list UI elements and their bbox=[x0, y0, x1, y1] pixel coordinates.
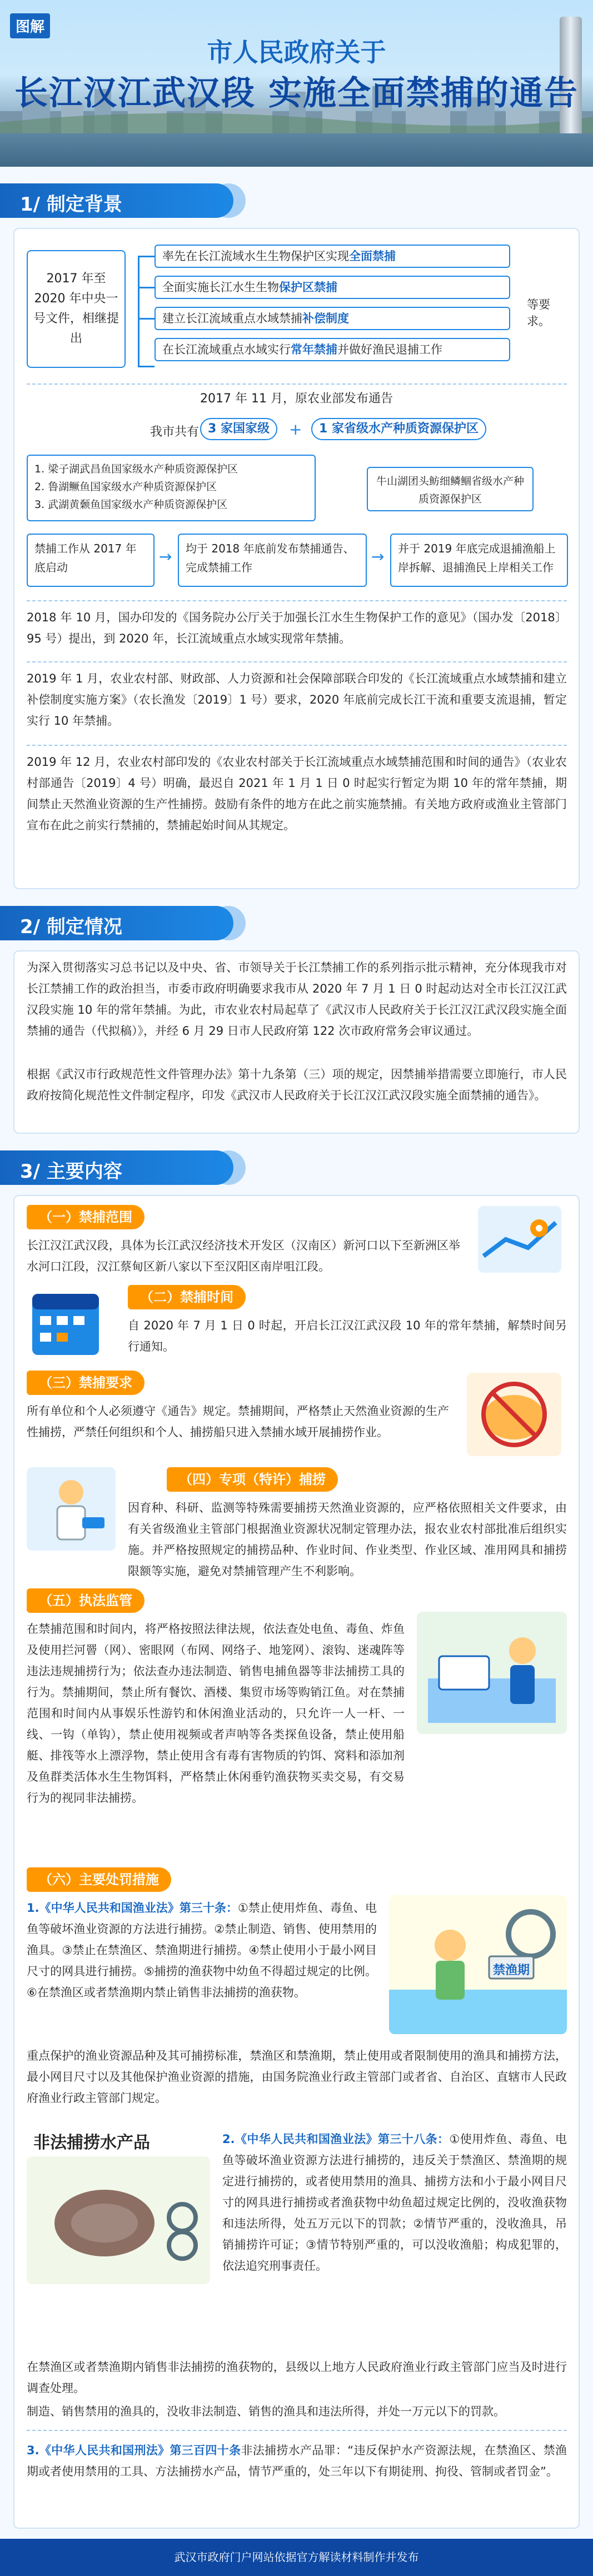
background-para-2019-1: 2019 年 1 月，农业农村部、财政部、人力资源和社会保障部联合印发的《长江流域重点水域禁捕和建立补偿制度实施方案》（农长渔发〔2019〕1 号）要求，2020 年底前完成长江干流和重要支流退捕，暂定实行 10 年禁捕。 bbox=[27, 672, 567, 728]
section-2-header: 2/ 制定情况 bbox=[0, 906, 233, 940]
notice-label: 2017 年 11 月，原农业部发布通告 bbox=[200, 392, 393, 406]
subsection-scope-text: 长江汉江武汉段，具体为长江武汉经济技术开发区（汉南区）新河口以下至新洲区举水河口江段，汉江蔡甸区新八家以下至汉阳区南岸咀江段。 bbox=[27, 1239, 460, 1273]
requirement-item: 率先在长江流域水生生物保护区实现全面禁捕 bbox=[155, 245, 510, 268]
map-icon bbox=[478, 1206, 561, 1273]
title-line-1: 市人民政府关于 bbox=[207, 37, 386, 67]
requirement-item: 建立长江流域重点水域禁捕补偿制度 bbox=[155, 307, 510, 330]
illegal-product-label: 非法捕捞水产品 bbox=[33, 2133, 150, 2153]
arrow-right-icon: → bbox=[159, 547, 172, 566]
page-title: 长江汉江武汉段 实施全面禁捕的通告 bbox=[14, 74, 579, 113]
drafting-para-1: 为深入贯彻落实习总书记以及中央、省、市领导关于长江禁捕工作的系列指示批示精神，充分体现我市对长江禁捕工作的政治担当，市委市政府明确要求我市从 2020 年 7 月 1 日 0 时起动达对全市长江汉江武汉段实施 10 年的常年禁捕。为此，市农业农村局起草了《武汉市人民政府关于长江汉江武汉段实施全面禁捕的通告（代拟稿）》，并经 6 月 29 日市人民政府第 122 次市政府常务会审议通过。 bbox=[27, 961, 567, 1038]
fishing-ban-illustration bbox=[389, 1895, 567, 2034]
law-1-more: 重点保护的渔业资源品种及其可捕捞标准，禁渔区和禁渔期，禁止使用或者限制使用的渔具和捕捞方法，最小网目尺寸以及其他保护渔业资源的措施，由国务院渔业行政主管部门或者省、自治区、直辖市人民政府渔业行政主管部门规定。 bbox=[27, 2049, 567, 2105]
document-requirements bbox=[27, 245, 571, 381]
calendar-icon bbox=[27, 1283, 104, 1361]
national-reserves-pill: 3 家国家级 bbox=[200, 418, 277, 440]
no-fishing-icon bbox=[467, 1373, 561, 1456]
year-box: 2017 年至 2020 年中央一号文件，相继提出 bbox=[27, 250, 126, 368]
background-para-2018: 2018 年 10 月，国办印发的《国务院办公厅关于加强长江水生生物保护工作的意见》（国办发〔2018〕95 号）提出，到 2020 年，长江流域重点水域实现常年禁捕。 bbox=[27, 611, 567, 645]
subsection-enforcement-title: （五）执法监管 bbox=[27, 1588, 144, 1613]
flow-step-1: 禁捕工作从 2017 年底启动 bbox=[27, 534, 155, 587]
requirement-item: 在长江流域重点水域实行常年禁捕并做好渔民退捕工作 bbox=[155, 338, 510, 361]
ban-sign-text: 禁渔期 bbox=[493, 1964, 530, 1977]
background-para-2019-12: 2019 年 12 月，农业农村部印发的《农业农村部关于长江流域重点水域禁捕范围和时间的通告》（农业农村部通告〔2019〕4 号）明确，最迟自 2021 年 1 月 1 日 0 时起实行暂定为期 10 年的常年禁捕，期间禁止天然渔业资源的生产性捕捞。鼓励有条件的地方在此之前实施禁捕。有关地方政府或渔业主管部门宣布在此之前实行禁捕的，禁捕起始时间从其规定。 bbox=[27, 755, 567, 832]
requirements-etc: 等要求。 bbox=[527, 298, 550, 328]
subsection-scope-title: （一）禁捕范围 bbox=[27, 1205, 144, 1229]
subsection-requirements-text: 所有单位和个人必须遵守《通告》规定。禁捕期间，严格禁止天然渔业资源的生产性捕捞，严禁任何组织和个人、捕捞船只进入禁捕水域开展捕捞作业。 bbox=[27, 1404, 449, 1439]
flow-step-2: 均于 2018 年底前发布禁捕通告、完成禁捕工作 bbox=[178, 534, 367, 587]
subsection-special-title: （四）专项（特许）捕捞 bbox=[167, 1467, 338, 1492]
law-2-more: 在禁渔区或者禁渔期内销售非法捕捞的渔获物的，县级以上地方人民政府渔业行政主管部门应当及时进行调查处理。 bbox=[27, 2360, 567, 2395]
enforcement-illustration bbox=[417, 1612, 567, 1734]
river-illustration bbox=[0, 133, 593, 167]
national-reserve-list: 1. 梁子湖武昌鱼国家级水产种质资源保护区 2. 鲁湖鳜鱼国家级水产种质资源保护区 3. 武湖黄颡鱼国家级水产种质资源保护区 bbox=[27, 455, 316, 521]
researcher-illustration bbox=[27, 1467, 116, 1551]
handcuffed-fish-illustration bbox=[27, 2156, 210, 2284]
law-2-more-2: 制造、销售禁用的渔具的，没收非法制造、销售的渔具和违法所得，并处一万元以下的罚款。 bbox=[27, 2405, 505, 2418]
law-3: 3.《中华人民共和国刑法》第三百四十条非法捕捞水产品罪：“违反保护水产资源法规，在禁渔区、禁渔期或者使用禁用的工具、方法捕捞水产品，情节严重的，处三年以下有期徒刑、拘役、管制或者罚金”。 bbox=[27, 2444, 567, 2478]
subsection-penalties-title: （六）主要处罚措施 bbox=[27, 1867, 171, 1892]
section-3-header: 3/ 主要内容 bbox=[0, 1150, 233, 1185]
law-2: 2.《中华人民共和国渔业法》第三十八条：①使用炸鱼、毒鱼、电鱼等破坏渔业资源方法进行捕捞的，违反关于禁渔区、禁渔期的规定进行捕捞的，或者使用禁用的渔具、捕捞方法和小于最小网目尺寸的网具进行捕捞或者渔获物中幼鱼超过规定比例的，没收渔获物和违法所得，处五万元以下的罚款；②情节严重的，没收渔具，吊销捕捞许可证；③情节特别严重的，可以没收渔船；构成犯罪的，依法追究刑事责任。 bbox=[222, 2132, 567, 2273]
requirement-item: 全面实施长江水生生物保护区禁捕 bbox=[155, 276, 510, 299]
subsection-enforcement-text: 在禁捕范围和时间内，将严格按照法律法规，依法查处电鱼、毒鱼、炸鱼及使用拦河罾（网）、密眼网（布网、网络子、地笼网）、滚钩、迷魂阵等违法违规捕捞行为；依法查办违法制造、销售电捕鱼器等非法捕捞工具的行为。禁捕期间，禁止所有餐饮、酒楼、集贸市场等购销江鱼。对在禁捕范围和时间内从事娱乐性游钓和休闲渔业活动的，只允许一人一杆、一线、一钩（单钩），禁止使用视频或者声呐等各类探鱼设备，禁止使用船艇、排筏等水上漂浮物，禁止使用含有毒有害物质的钓饵、窝料和添加剂及鱼群类活体水生生物饵料，严格禁止休闲垂钓渔获物买卖交易，有交易行为的视同非法捕捞。 bbox=[27, 1622, 405, 1805]
provincial-reserve-list: 牛山湖团头鲂细鳞鲴省级水产种质资源保护区 bbox=[367, 467, 534, 511]
footer: 武汉市政府门户网站依据官方解读材料制作并发布 bbox=[0, 2539, 593, 2576]
subsection-time-title: （二）禁捕时间 bbox=[128, 1285, 246, 1309]
infographic-page: 图解 市人民政府关于 长江汉江武汉段 实施全面禁捕的通告 1/ 制定背景 2017 年至 2020 年中央一号文件，相继提出 率先在长江流域水生生物保护区实现全面禁捕 全面实施长江水生生物保护区禁捕 建立长江流域重点水域禁捕补偿制度 在长江流域重点水域实行常年禁捕并做好渔民退捕工作 等要求。 2017 年 11 月，原农业部发布通告 我市共有 3 家国家级 + 1 家省级水产种质资源保护区 1. 梁子湖武昌鱼国家级水产种质资源保护区 2. 鲁湖鳜鱼国家级水产种质资源保护区 3. 武湖黄颡鱼国家级水产种质资源保护区 牛山湖团头鲂细鳞鲴省级水产种质资源保护区 禁捕工作从 2017 年底启动 → 均于 2018 年底前发布禁捕通告、完成禁捕工作 → 并于 2019 年底完成退捕渔船上岸拆解、退捕渔民上岸相关工作 2018 年 10 月，国办印发的《国务院办公厅关于加强长江水生生物保护工作的意见》（国办发〔2018〕95 号）提出，到 2020 年，长江流域重点水域实现常年禁捕。 2019 年 1 月，农业农村部、财政部、人力资源和社会保障部联合印发的《长江流域重点水域禁捕和建立补偿制度实施方案》（农长渔发〔2019〕1 号）要求，2020 年底前完成长江干流和重要支流退捕，暂定实行 10 年禁捕。 2019 年 12 月，农业农村部印发的《农业农村部关于长江流域重点水域禁捕范围和时间的通告》（农业农村部通告〔2019〕4 号）明确，最迟自 2021 年 1 月 1 日 0 时起实行暂定为期 10 年的常年禁捕，期间禁止天然渔业资源的生产性捕捞。鼓励有条件的地方在此之前实施禁捕。有关地方政府或渔业主管部门宣布在此之前实行禁捕的，禁捕起始时间从其规定。 2/ 制定情况 为深入贯彻落实习总书记以及中央、省、市领导关于长江禁捕工作的系列指示批示精神，充分体现我市对长江禁捕工作的政治担当，市委市政府明确要求我市从 2020 年 7 月 1 日 0 时起动达对全市长江汉江武汉段实施 10 年的常年禁捕。为此，市农业农村局起草了《武汉市人民政府关于长江汉江武汉段实施全面禁捕的通告（代拟稿）》，并经 6 月 29 日市人民政府第 122 次市政府常务会审议通过。 根据《武汉市行政规范性文件管理办法》第十九条第（三）项的规定，因禁捕举措需要立即施行，市人民政府按简化规范性文件制定程序，印发《武汉市人民政府关于长江汉江武汉段实施全面禁捕的通告》。 3/ 主要内容 （一）禁捕范围 长江汉江武汉段，具体为长江武汉经济技术开发区（汉南区）新河口以下至新洲区举水河口江段，汉江蔡甸区新八家以下至汉阳区南岸咀江段。 （二）禁捕时间 自 2020 年 7 月 1 日 0 时起，开启长江汉江武汉段 10 年的常年禁捕，解禁时间另行通知。 （三）禁捕要求 所有单位和个人必须遵守《通告》规定。禁捕期间，严格禁止天然渔业资源的生产性捕捞，严禁任何组织和个人、捕捞船只进入禁捕水域开展捕捞作业。 （四）专项（特许）捕捞 因育种、科研、监测等特殊需要捕捞天然渔业资源的，应严格依照相关文件要求，由有关省级渔业主管部门根据渔业资源状况制定管理办法，报农业农村部批准后组织实施。并严格按照规定的捕捞品种、作业时间、作业类型、作业区域、准用网具和捕捞限额等实施，避免对禁捕管理产生不利影响。 （五）执法监管 在禁捕范围和时间内，将严格按照法律法规，依法查处电鱼、毒鱼、炸鱼及使用拦河罾（网）、密眼网（布网、网络子、地笼网）、滚钩、迷魂阵等违法违规捕捞行为；依法查办违法制造、销售电捕鱼器等非法捕捞工具的行为。禁捕期间，禁止所有餐饮、酒楼、集贸市场等购销江鱼。对在禁捕范围和时间内从事娱乐性游钓和休闲渔业活动的，只允许一人一杆、一线、一钩（单钩），禁止使用视频或者声呐等各类探鱼设备，禁止使用船艇、排筏等水上漂浮物，禁止使用含有毒有害物质的钓饵、窝料和添加剂及鱼群类活体水生生物饵料，严格禁止休闲垂钓渔获物买卖交易，有交易行为的视同非法捕捞。 （六）主要处罚措施 1.《中华人民共和国渔业法》第三十条：①禁止使用炸鱼、毒鱼、电鱼等破坏渔业资源的方法进行捕捞。②禁止制造、销售、使用禁用的渔具。③禁止在禁渔区、禁渔期进行捕捞。④禁止使用小于最小网目尺寸的网具进行捕捞。⑤捕捞的渔获物中幼鱼不得超过规定的比例。⑥在禁渔区或者禁渔期内禁止销售非法捕捞的渔获物。 禁渔期 重点保护的渔业资源品种及其可捕捞标准，禁渔区和禁渔期，禁止使用或者限制使用的渔具和捕捞方法，最小网目尺寸以及其他保护渔业资源的措施，由国务院渔业行政主管部门或者省、自治区、直辖市人民政府渔业行政主管部门规定。 非法捕捞水产品 2.《中华人民共和国渔业法》第三十八条：①使用炸鱼、毒鱼、电鱼等破坏渔业资源方法进行捕捞的，违反关于禁渔区、禁渔期的规定进行捕捞的，或者使用禁用的渔具、捕捞方法和小于最小网目尺寸的网具进行捕捞或者渔获物中幼鱼超过规定比例的，没收渔获物和违法所得，处五万元以下的罚款；②情节严重的，没收渔具，吊销捕捞许可证；③情节特别严重的，可以没收渔船；构成犯罪的，依法追究刑事责任。 在禁渔区或者禁渔期内销售非法捕捞的渔获物的，县级以上地方人民政府渔业行政主管部门应当及时进行调查处理。 制造、销售禁用的渔具的，没收非法制造、销售的渔具和违法所得，并处一万元以下的罚款。 3.《中华人民共和国刑法》第三百四十条非法捕捞水产品罪：“违反保护水产资源法规，在禁渔区、禁渔期或者使用禁用的工具、方法捕捞水产品，情节严重的，处三年以下有期徒刑、拘役、管制或者罚金”。 武汉市政府门户网站依据官方解读材料制作并发布 bbox=[0, 0, 593, 2576]
graphic-tag: 图解 bbox=[10, 13, 50, 38]
law-1: 1.《中华人民共和国渔业法》第三十条：①禁止使用炸鱼、毒鱼、电鱼等破坏渔业资源的方法进行捕捞。②禁止制造、销售、使用禁用的渔具。③禁止在禁渔区、禁渔期进行捕捞。④禁止使用小于最小网目尺寸的网具进行捕捞。⑤捕捞的渔获物中幼鱼不得超过规定的比例。⑥在禁渔区或者禁渔期内禁止销售非法捕捞的渔获物。 bbox=[27, 1901, 377, 1999]
hero-banner bbox=[0, 0, 593, 167]
subsection-special-text: 因育种、科研、监测等特殊需要捕捞天然渔业资源的，应严格依照相关文件要求，由有关省级渔业主管部门根据渔业资源状况制定管理办法，报农业农村部批准后组织实施。并严格按照规定的捕捞品种、作业时间、作业类型、作业区域、准用网具和捕捞限额等实施，避免对禁捕管理产生不利影响。 bbox=[128, 1501, 567, 1578]
subsection-time-text: 自 2020 年 7 月 1 日 0 时起，开启长江汉江武汉段 10 年的常年禁捕，解禁时间另行通知。 bbox=[128, 1319, 567, 1353]
subsection-requirements-title: （三）禁捕要求 bbox=[27, 1371, 144, 1395]
provincial-reserve-pill: 1 家省级水产种质资源保护区 bbox=[311, 418, 486, 440]
section-1-header: 1/ 制定背景 bbox=[0, 183, 233, 218]
drafting-para-2: 根据《武汉市行政规范性文件管理办法》第十九条第（三）项的规定，因禁捕举措需要立即施行，市人民政府按简化规范性文件制定程序，印发《武汉市人民政府关于长江汉江武汉段实施全面禁捕的通告》。 bbox=[27, 1068, 567, 1102]
flow-step-3: 并于 2019 年底完成退捕渔船上岸拆解、退捕渔民上岸相关工作 bbox=[390, 534, 568, 587]
arrow-right-icon: → bbox=[371, 547, 385, 566]
